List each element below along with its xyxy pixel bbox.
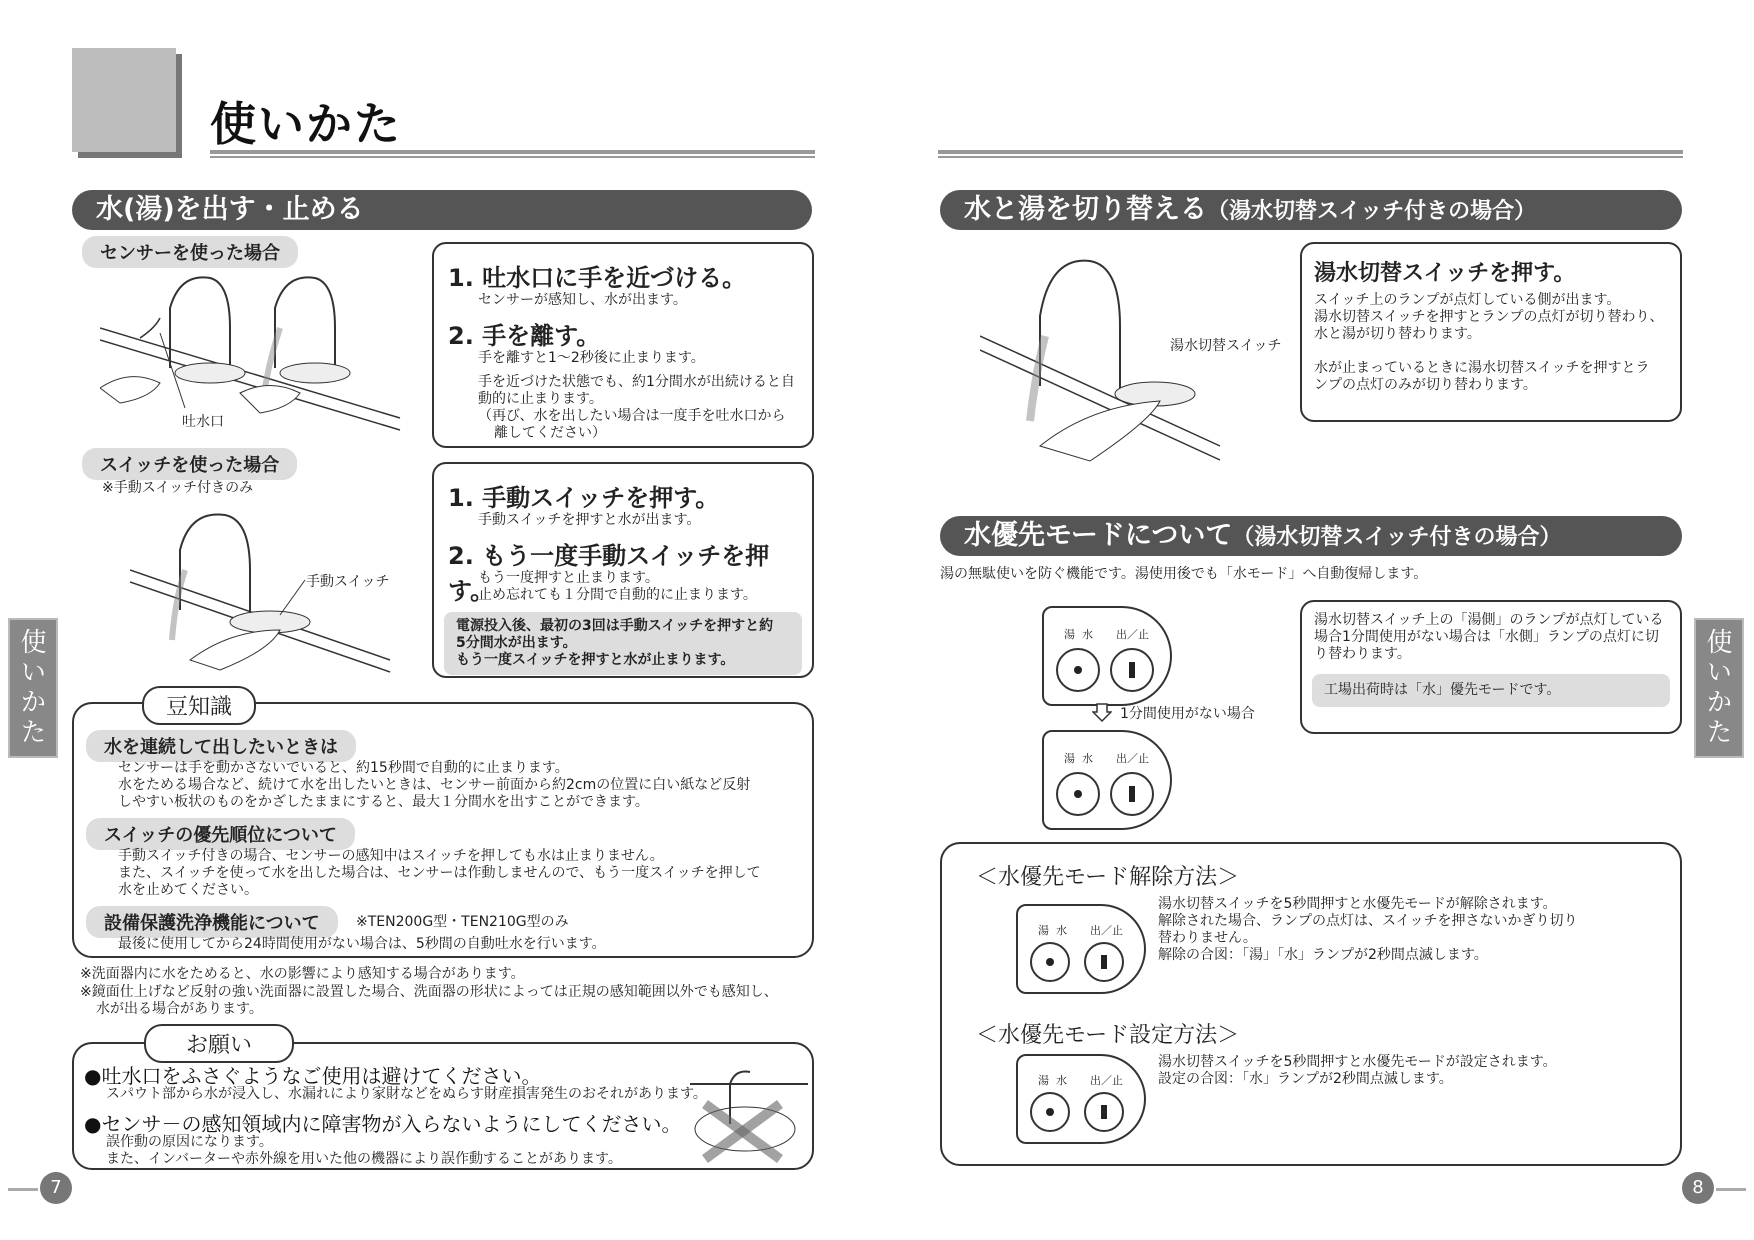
header-rule-right (938, 150, 1683, 158)
box-hot-cold-steps (1300, 242, 1682, 422)
panel4-cold-label: 水 (1056, 1074, 1067, 1087)
set-title: ＜水優先モード設定方法＞ (976, 1023, 1240, 1048)
tip2-line2: また、スイッチを使って水を出した場合は、センサーは作動しませんので、もう一度スイッチを押して (118, 865, 761, 881)
sensor-step1-title: 1. 吐水口に手を近づける。 (448, 264, 747, 292)
priority-line3: り替わります。 (1314, 646, 1411, 662)
faucet-sensor-illustration (100, 268, 420, 438)
water-priority-intro: 湯の無駄使いを防ぐ機能です。湯使用後でも「水モード」へ自動復帰します。 (940, 566, 1428, 582)
pill-switch: スイッチを使った場合 (82, 448, 297, 480)
hot-cold-line2: 湯水切替スイッチを押すとランプの点灯が切り替わり、 (1314, 309, 1664, 325)
pill-sensor: センサーを使った場合 (82, 236, 298, 268)
tip3-line1: 最後に使用してから24時間使用がない場合は、5秒間の自動吐水を行います。 (118, 936, 606, 952)
footnote-2: ※鏡面仕上げなど反射の強い洗面器に設置した場合、洗面器の形状によっては正規の感知範囲以外でも感知し、 (80, 984, 778, 1000)
footnote-1: ※洗面器内に水をためると、水の影響により感知する場合があります。 (80, 966, 525, 982)
request-label: お願い (144, 1024, 294, 1063)
header-rule-left (210, 150, 815, 158)
switch-step2-title: 2. もう一度手動スイッチを押す。 (448, 542, 770, 605)
panel2-outstop-button (1110, 772, 1154, 816)
panel4-outstop-label: 出／止 (1090, 1074, 1123, 1087)
switch-grey-line2: 5分間水が出ます。 (456, 635, 577, 651)
section2-title-text: 水優先モードについて (964, 520, 1233, 551)
panel3-hot-cold-button (1030, 942, 1070, 982)
down-arrow-icon (1090, 630, 1130, 680)
switch-grey-line1: 電源投入後、最初の3回は手動スイッチを押すと約 (456, 618, 774, 634)
box-switch-steps (432, 462, 814, 678)
pill-tip2: スイッチの優先順位について (86, 818, 355, 850)
panel1-outstop-label: 出／止 (1116, 628, 1149, 641)
sensor-step1-text: センサーが感知し、水が出ます。 (478, 292, 687, 308)
hot-cold-line5: ンプの点灯のみが切り替わります。 (1314, 377, 1537, 393)
title-decoration-block (72, 48, 176, 152)
panel1-cold-label: 水 (1082, 628, 1093, 641)
blocked-spout-illustration (690, 1064, 808, 1164)
panel4-hot-cold-button (1030, 1092, 1070, 1132)
page-line-right (1716, 1188, 1746, 1191)
section-title-water-on-off: 水(湯)を出す・止める (72, 190, 812, 230)
switch-panel-release (1016, 904, 1146, 994)
sensor-step2-text5: 離してください） (494, 425, 606, 441)
panel1-hot-label: 湯 (1064, 628, 1075, 641)
panel4-outstop-button (1084, 1092, 1124, 1132)
request1-title: ●吐水口をふさぐようなご使用は避けてください。 (84, 1064, 542, 1088)
request2-title: ●センサ－の感知領域内に障害物が入らないようにしてください。 (84, 1112, 682, 1136)
tip3-note: ※TEN200G型・TEN210G型のみ (356, 914, 569, 930)
panel4-hot-label: 湯 (1038, 1074, 1049, 1087)
section1-subtitle: （湯水切替スイッチ付きの場合） (1207, 199, 1537, 224)
sensor-step2-title: 2. 手を離す。 (448, 322, 601, 350)
side-tab-right: 使いかた (1694, 618, 1744, 758)
tip2-line3: 水を止めてください。 (118, 882, 258, 898)
hot-cold-step-title: 湯水切替スイッチを押す。 (1314, 261, 1576, 286)
switch-grey-note (444, 612, 802, 675)
label-one-minute: 1分間使用がない場合 (1120, 706, 1255, 722)
section1-title-text: 水と湯を切り替える (964, 194, 1207, 225)
release-line4: 解除の合図：「湯」「水」ランプが2秒間点滅します。 (1158, 947, 1488, 963)
sensor-step2-text4: （再び、水を出したい場合は一度手を吐水口から (478, 408, 786, 424)
side-tab-left: 使いかた (8, 618, 58, 758)
section-title-water-priority (940, 516, 1682, 556)
page-line-left (8, 1188, 38, 1191)
switch-panel-cold-lit (1042, 730, 1172, 830)
switch-step2-text1: もう一度押すと止まります。 (478, 570, 659, 586)
panel3-cold-label: 水 (1056, 924, 1067, 937)
hot-cold-line3: 水と湯が切り替わります。 (1314, 326, 1481, 342)
sensor-step2-text2: 手を近づけた状態でも、約1分間水が出続けると自 (478, 374, 795, 390)
switch-step1-text: 手動スイッチを押すと水が出ます。 (478, 512, 701, 528)
label-spout: 吐水口 (182, 414, 224, 430)
tip1-line2: 水をためる場合など、続けて水を出したいときは、センサー前面から約2cmの位置に白い紙など反射 (118, 777, 751, 793)
panel2-hot-label: 湯 (1064, 752, 1075, 765)
footnote-3: 水が出る場合があります。 (96, 1001, 263, 1017)
page-title: 使いかた (210, 97, 402, 151)
box-sensor-steps (432, 242, 814, 448)
switch-grey-line3: もう一度スイッチを押すと水が止まります。 (456, 652, 735, 668)
switch-only-note: ※手動スイッチ付きのみ (102, 480, 254, 496)
request2-text1: 誤作動の原因になります。 (106, 1134, 273, 1150)
label-hot-cold-switch: 湯水切替スイッチ (1170, 338, 1282, 354)
switch-panel-set (1016, 1054, 1146, 1144)
box-release-set (940, 842, 1682, 1166)
tip1-line3: しやすい板状のものをかざしたままにすると、最大１分間水を出すことができます。 (118, 794, 649, 810)
faucet-hot-cold-illustration (980, 246, 1230, 486)
switch-step1-title: 1. 手動スイッチを押す。 (448, 484, 720, 512)
release-title: ＜水優先モード解除方法＞ (976, 865, 1240, 890)
release-line3: 替わりません。 (1158, 930, 1257, 946)
panel3-outstop-button (1084, 942, 1124, 982)
arrow-down-icon (1092, 702, 1112, 722)
hot-cold-line4: 水が止まっているときに湯水切替スイッチを押すとラ (1314, 360, 1650, 376)
request2-text2: また、インバーターや赤外線を用いた他の機器により誤作動することがあります。 (106, 1151, 622, 1167)
priority-grey-note: 工場出荷時は「水」優先モードです。 (1312, 674, 1670, 707)
panel3-outstop-label: 出／止 (1090, 924, 1123, 937)
tip1-line1: センサーは手を動かさないでいると、約15秒間で自動的に止まります。 (118, 760, 569, 776)
priority-line2: 場合1分間使用がない場合は「水側」ランプの点灯に切 (1314, 629, 1659, 645)
pill-tip1: 水を連続して出したいときは (86, 730, 356, 762)
box-water-priority (1300, 600, 1682, 734)
set-line1: 湯水切替スイッチを5秒間押すと水優先モードが設定されます。 (1158, 1054, 1557, 1070)
page-number-right: 8 (1682, 1172, 1714, 1204)
switch-step2-text2: 止め忘れても１分間で自動的に止まります。 (478, 587, 757, 603)
tip2-line1: 手動スイッチ付きの場合、センサーの感知中はスイッチを押しても水は止まりません。 (118, 848, 664, 864)
section-title-switch-hot-cold (940, 190, 1682, 230)
release-line2: 解除された場合、ランプの点灯は、スイッチを押さないかぎり切り (1158, 913, 1578, 929)
panel2-outstop-label: 出／止 (1116, 752, 1149, 765)
pill-tip3: 設備保護洗浄機能について (86, 906, 338, 938)
sensor-step2-text1: 手を離すと1〜2秒後に止まります。 (478, 350, 705, 366)
set-line2: 設定の合図：「水」ランプが2秒間点滅します。 (1158, 1071, 1453, 1087)
panel3-hot-label: 湯 (1038, 924, 1049, 937)
request1-text: スパウト部から水が浸入し、水漏れにより家財などをぬらす財産損害発生のおそれがあります。 (106, 1086, 707, 1102)
panel2-hot-cold-button (1056, 772, 1100, 816)
tips-label: 豆知識 (142, 686, 256, 725)
sensor-step2-text3: 動的に止まります。 (478, 391, 603, 407)
page-number-left: 7 (40, 1172, 72, 1204)
panel2-cold-label: 水 (1082, 752, 1093, 765)
section2-subtitle: （湯水切替スイッチ付きの場合） (1232, 525, 1562, 550)
release-line1: 湯水切替スイッチを5秒間押すと水優先モードが解除されます。 (1158, 896, 1557, 912)
hot-cold-line1: スイッチ上のランプが点灯している側が出ます。 (1314, 292, 1621, 308)
priority-line1: 湯水切替スイッチ上の「湯側」のランプが点灯している (1314, 612, 1664, 628)
label-manual-switch: 手動スイッチ (306, 574, 390, 590)
